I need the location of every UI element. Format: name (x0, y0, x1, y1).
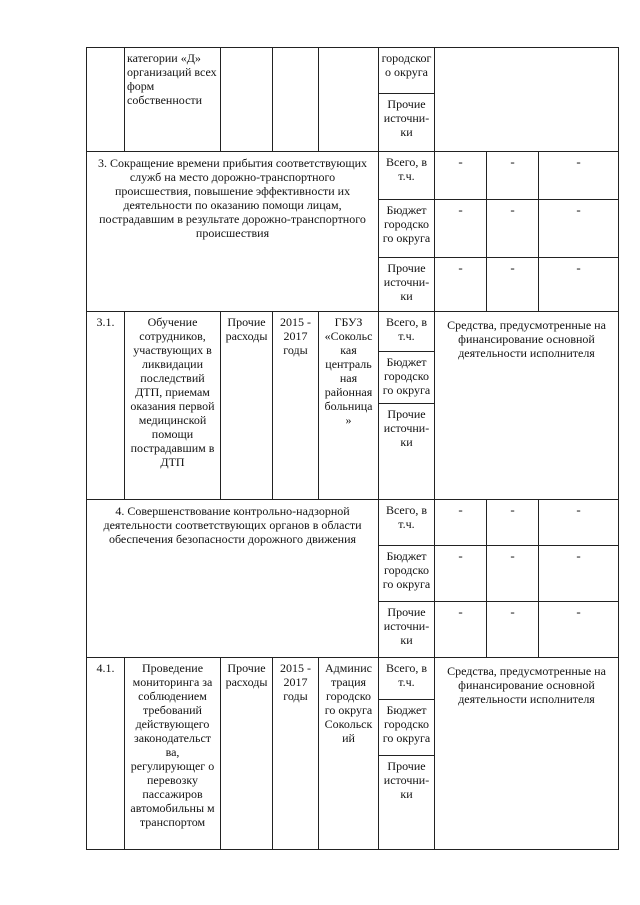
section3-other-v1: - (435, 258, 487, 312)
item41-period: 2015 - 2017 годы (273, 658, 319, 850)
section4-other-v1: - (435, 602, 487, 658)
item41-src-total: Всего, в т.ч. (379, 658, 435, 700)
section4-total-v1: - (435, 500, 487, 546)
item41-exec: Админис трация городско го округа Сокольск ий (319, 658, 379, 850)
section4-budget-v3: - (539, 546, 619, 602)
section3-other-v3: - (539, 258, 619, 312)
section3-total-v2: - (487, 152, 539, 200)
item31-num: 3.1. (87, 312, 125, 500)
section4-other-v3: - (539, 602, 619, 658)
section4-total-v3: - (539, 500, 619, 546)
section4-other-v2: - (487, 602, 539, 658)
section3-other-v2: - (487, 258, 539, 312)
top-measure-cell: категории «Д» организаций всех форм собственности (125, 48, 221, 152)
item41-kind: Прочие расходы (221, 658, 273, 850)
section3-budget-v1: - (435, 200, 487, 258)
item31-kind: Прочие расходы (221, 312, 273, 500)
section3-src-total: Всего, в т.ч. (379, 152, 435, 200)
section4-budget-v1: - (435, 546, 487, 602)
top-exec-cell (319, 48, 379, 152)
item31-name: Обучение сотрудников, участвующих в ликвидации последствий ДТП, приемам оказания первой медицинской помощи пострадавшим в ДТП (125, 312, 221, 500)
section3-budget-v2: - (487, 200, 539, 258)
item41-src-other: Прочие источни-ки (379, 756, 435, 850)
top-src-other: Прочие источни-ки (379, 94, 435, 152)
measures-table (86, 47, 619, 850)
section4-src-total: Всего, в т.ч. (379, 500, 435, 546)
section3-title: 3. Сокращение времени прибытия соответствующих служб на место дорожно-транспортного происшествия, повышение эффективности их деятельности по оказанию помощи лицам, пострадавшим в результате дорожно-транспортного происшествия (87, 152, 379, 312)
section3-budget-v3: - (539, 200, 619, 258)
top-values-cell (435, 48, 619, 152)
top-num-cell (87, 48, 125, 152)
section4-title: 4. Совершенствование контрольно-надзорной деятельности соответствующих органов в области обеспечения безопасности дорожного движения (87, 500, 379, 658)
item41-name: Проведение мониторинга за соблюдением требований действующего законодательст ва, регулирующег о перевозку пассажиров автомобильны м транспортом (125, 658, 221, 850)
section4-src-other: Прочие источни-ки (379, 602, 435, 658)
item31-src-budget: Бюджет городско го округа (379, 352, 435, 404)
section3-src-budget: Бюджет городско го округа (379, 200, 435, 258)
item31-src-other: Прочие источни-ки (379, 404, 435, 500)
top-src-budget: городского округа (379, 48, 435, 94)
item31-src-total: Всего, в т.ч. (379, 312, 435, 352)
item41-num: 4.1. (87, 658, 125, 850)
item41-src-budget: Бюджет городско го округа (379, 700, 435, 756)
top-kind-cell (221, 48, 273, 152)
section3-total-v1: - (435, 152, 487, 200)
item31-exec: ГБУЗ «Сокольс кая централь ная районная больница » (319, 312, 379, 500)
section4-budget-v2: - (487, 546, 539, 602)
item41-financing: Средства, предусмотренные на финансирование основной деятельности исполнителя (435, 658, 619, 850)
section3-src-other: Прочие источни-ки (379, 258, 435, 312)
section4-total-v2: - (487, 500, 539, 546)
section3-total-v3: - (539, 152, 619, 200)
top-period-cell (273, 48, 319, 152)
item31-period: 2015 - 2017 годы (273, 312, 319, 500)
item31-financing: Средства, предусмотренные на финансирование основной деятельности исполнителя (435, 312, 619, 500)
section4-src-budget: Бюджет городско го округа (379, 546, 435, 602)
